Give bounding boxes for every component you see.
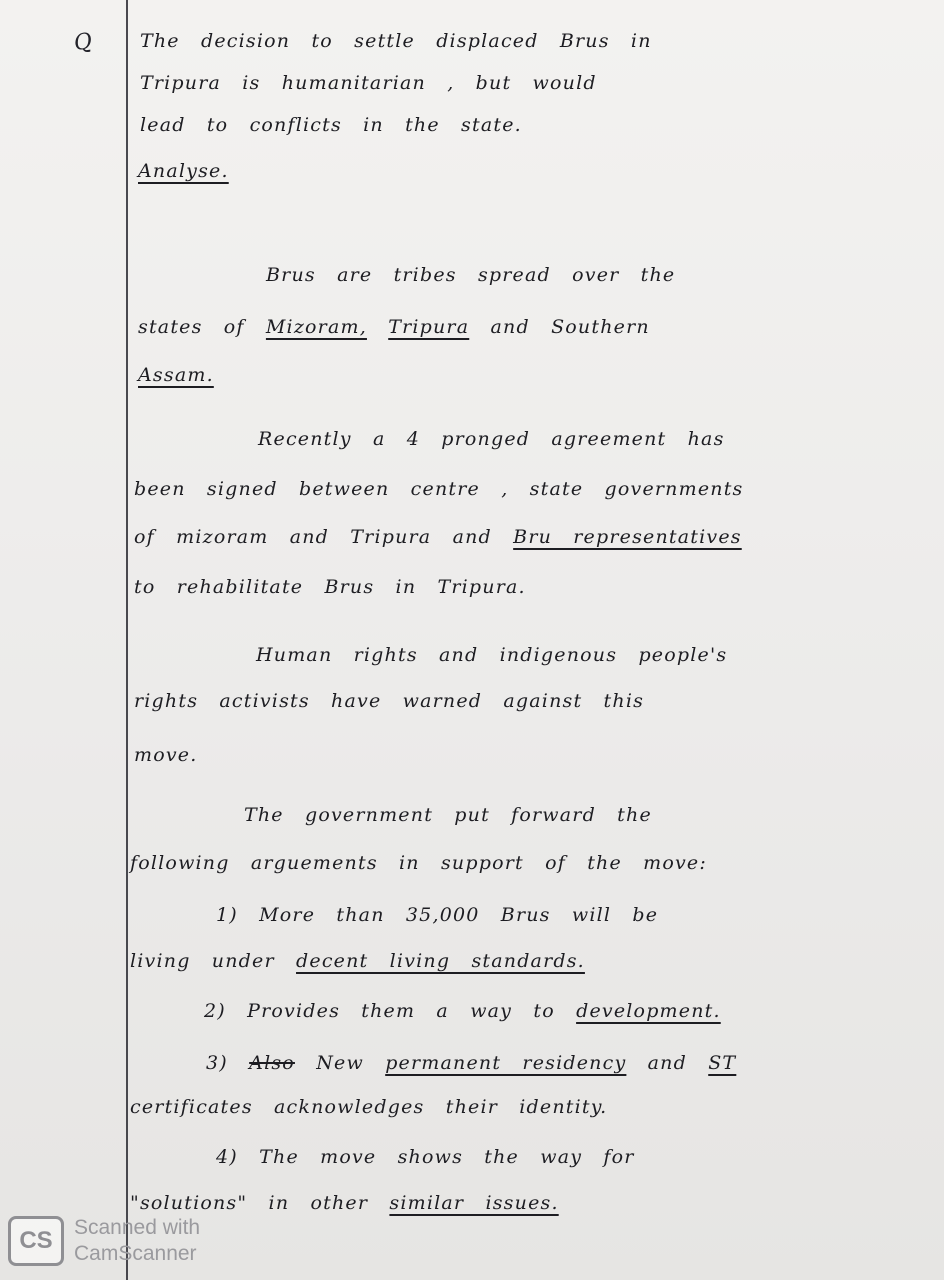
analyse-label: Analyse. [138,160,229,182]
list-item-2 [204,1000,721,1022]
para1-line-2 [138,316,650,338]
para1-line-1: Brus are tribes spread over the [266,264,676,286]
para3-line-3: move. [134,744,198,766]
list-item-3-line-2: certificates acknowledges their identity. [130,1096,608,1118]
para3-line-1: Human rights and indigenous people's [256,644,728,666]
para2-line-4: to rehabilitate Brus in Tripura. [134,576,526,598]
st-underlined: ST [708,1052,737,1074]
bru-representatives-underlined: Bru representatives [513,526,742,548]
list-item-1-line-2 [130,950,585,972]
para2-line-2: been signed between centre , state governments [134,478,744,500]
permanent-residency-underlined: permanent residency [385,1052,627,1074]
camscanner-logo-icon: CS [8,1216,64,1266]
question-line-3: lead to conflicts in the state. [140,114,522,136]
list-item-4-line-2 [130,1192,559,1214]
watermark-text [74,1215,200,1267]
similar-issues-underlined: similar issues. [389,1192,559,1214]
question-line-1: The decision to settle displaced Brus in [140,30,652,52]
para1-text: and Southern [490,316,650,338]
camscanner-watermark [8,1212,200,1270]
struck-out-word: Also [249,1052,295,1074]
para1-line-3 [138,364,214,386]
watermark-line-1: Scanned with [74,1216,201,1239]
assam-underlined: Assam. [138,364,214,386]
para2-line-3 [134,526,742,548]
development-underlined: development. [576,1000,721,1022]
decent-living-underlined: decent living standards. [296,950,585,972]
list-number: 3) [206,1052,228,1074]
list-item-3-line-1 [206,1052,736,1074]
para3-line-2: rights activists have warned against this [134,690,645,712]
question-line-2: Tripura is humanitarian , but would [140,72,597,94]
list-text: and [647,1052,687,1074]
para1-text: states of [138,316,245,338]
watermark-line-2: CamScanner [74,1242,197,1265]
para4-line-1: The government put forward the [244,804,652,826]
para4-line-2: following arguements in support of the move: [130,852,707,874]
question-directive [138,160,229,182]
tripura-underlined: Tripura [388,316,470,338]
question-mark: Q [72,28,94,57]
margin-line [126,0,128,1280]
list-item-4-line-1: 4) The move shows the way for [216,1146,635,1168]
mizoram-underlined: Mizoram, [265,316,367,338]
list-text: "solutions" in other [130,1192,369,1214]
list-item-1-line-1: 1) More than 35,000 Brus will be [216,904,659,926]
list-text: living under [130,950,275,972]
para2-line-1: Recently a 4 pronged agreement has [258,428,725,450]
para2-text: of mizoram and Tripura and [134,526,492,548]
list-text: 2) Provides them a way to [204,1000,555,1022]
list-text: New [316,1052,364,1074]
